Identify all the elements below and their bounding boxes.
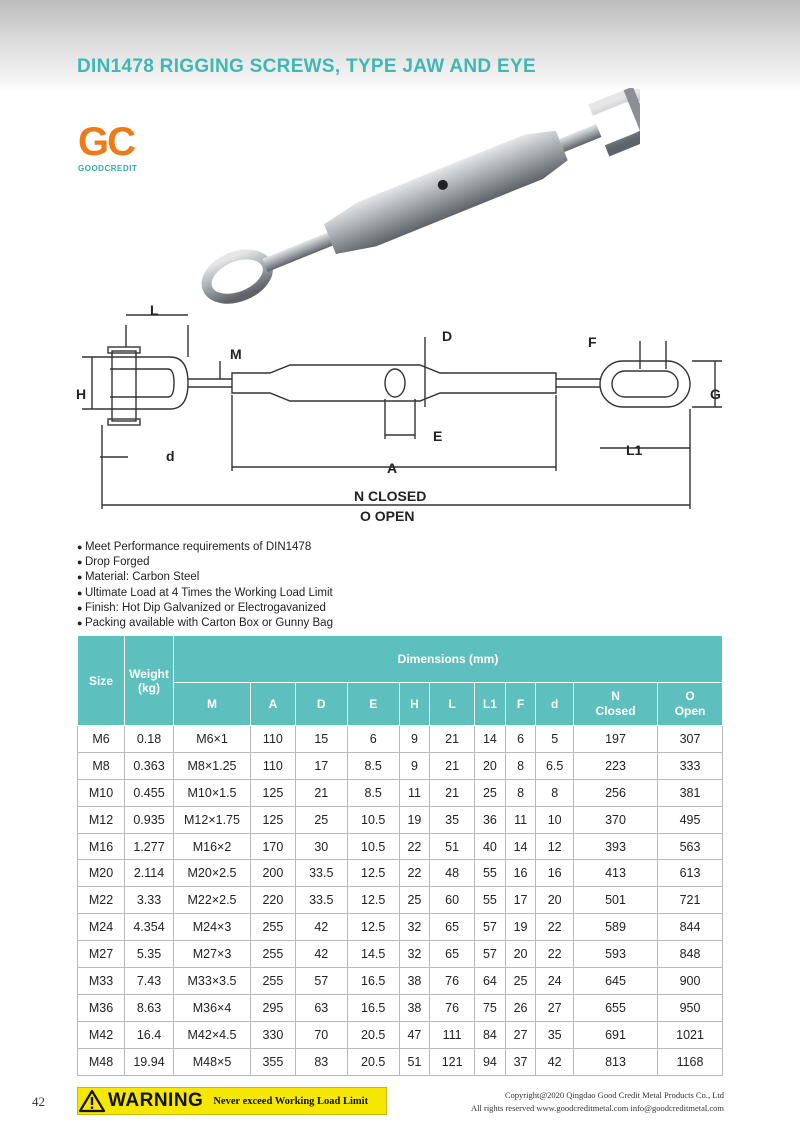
table-cell: 22 — [399, 860, 430, 887]
table-cell: 27 — [536, 994, 574, 1021]
table-cell: 84 — [475, 1021, 506, 1048]
table-cell: 25 — [295, 806, 347, 833]
table-cell: 0.363 — [125, 752, 174, 779]
table-cell: 125 — [251, 806, 296, 833]
table-cell: 19 — [505, 914, 536, 941]
table-cell: 121 — [430, 1048, 475, 1075]
table-cell: 16.4 — [125, 1021, 174, 1048]
table-cell: 17 — [295, 752, 347, 779]
table-cell: 26 — [505, 994, 536, 1021]
table-cell: 370 — [574, 806, 658, 833]
table-cell: 6 — [505, 726, 536, 753]
table-cell: 38 — [399, 994, 430, 1021]
table-cell: M16 — [78, 833, 125, 860]
table-cell: 9 — [399, 752, 430, 779]
table-cell: 12.5 — [347, 914, 399, 941]
feature-item: ● Ultimate Load at 4 Times the Working Load Limit — [77, 586, 333, 601]
table-cell: 55 — [475, 887, 506, 914]
table-cell: 848 — [658, 941, 723, 968]
table-cell: 593 — [574, 941, 658, 968]
header-weight: Weight (kg) — [125, 636, 174, 726]
table-cell: 51 — [430, 833, 475, 860]
label-E: E — [433, 428, 443, 444]
table-cell: 110 — [251, 726, 296, 753]
table-cell: 20 — [536, 887, 574, 914]
table-cell: 8 — [536, 779, 574, 806]
table-cell: M36 — [78, 994, 125, 1021]
table-cell: 14.5 — [347, 941, 399, 968]
table-cell: 16 — [536, 860, 574, 887]
table-cell: 40 — [475, 833, 506, 860]
table-cell: 35 — [430, 806, 475, 833]
table-cell: 4.354 — [125, 914, 174, 941]
table-cell: 14 — [505, 833, 536, 860]
table-cell: 63 — [295, 994, 347, 1021]
table-cell: 57 — [475, 914, 506, 941]
header-h: H — [399, 683, 430, 726]
table-cell: 15 — [295, 726, 347, 753]
header-d: D — [295, 683, 347, 726]
table-cell: 381 — [658, 779, 723, 806]
table-cell: 255 — [251, 968, 296, 995]
table-cell: 22 — [536, 941, 574, 968]
table-cell: 563 — [658, 833, 723, 860]
table-cell: 0.18 — [125, 726, 174, 753]
table-cell: 20.5 — [347, 1021, 399, 1048]
table-cell: 355 — [251, 1048, 296, 1075]
warning-note: Never exceed Working Load Limit — [213, 1095, 369, 1107]
table-cell: M36×4 — [174, 994, 251, 1021]
label-D: D — [442, 328, 453, 344]
table-cell: 65 — [430, 941, 475, 968]
table-cell: 900 — [658, 968, 723, 995]
table-cell: 10.5 — [347, 806, 399, 833]
table-cell: 197 — [574, 726, 658, 753]
label-G: G — [710, 386, 721, 402]
logo-text: GOODCREDIT — [78, 164, 138, 173]
table-cell: M27 — [78, 941, 125, 968]
contact-line: All rights reserved www.goodcreditmetal.com info@goodcreditmetal.com — [471, 1103, 724, 1113]
table-cell: 20 — [505, 941, 536, 968]
table-cell: M6×1 — [174, 726, 251, 753]
table-cell: M24×3 — [174, 914, 251, 941]
table-cell: M33 — [78, 968, 125, 995]
table-row — [78, 806, 723, 833]
page-title: DIN1478 RIGGING SCREWS, TYPE JAW AND EYE — [77, 56, 536, 77]
table-cell: 57 — [295, 968, 347, 995]
table-cell: 12.5 — [347, 860, 399, 887]
table-cell: M27×3 — [174, 941, 251, 968]
table-cell: 17 — [505, 887, 536, 914]
label-A: A — [387, 460, 398, 476]
header-e: E — [347, 683, 399, 726]
label-n-closed: N CLOSED — [354, 488, 427, 504]
table-cell: 20 — [475, 752, 506, 779]
table-cell: 75 — [475, 994, 506, 1021]
table-cell: 11 — [505, 806, 536, 833]
table-cell: 48 — [430, 860, 475, 887]
table-cell: 6 — [347, 726, 399, 753]
table-cell: 57 — [475, 941, 506, 968]
table-cell: 42 — [295, 914, 347, 941]
table-cell: 32 — [399, 914, 430, 941]
table-cell: 16.5 — [347, 968, 399, 995]
table-cell: 125 — [251, 779, 296, 806]
table-cell: 83 — [295, 1048, 347, 1075]
copyright-block — [471, 1089, 724, 1115]
feature-list — [77, 540, 333, 631]
table-cell: M24 — [78, 914, 125, 941]
table-row — [78, 726, 723, 753]
table-cell: 42 — [536, 1048, 574, 1075]
table-cell: 307 — [658, 726, 723, 753]
table-cell: 295 — [251, 994, 296, 1021]
table-cell: 501 — [574, 887, 658, 914]
table-cell: 37 — [505, 1048, 536, 1075]
table-cell: 413 — [574, 860, 658, 887]
table-cell: 200 — [251, 860, 296, 887]
table-cell: 70 — [295, 1021, 347, 1048]
table-cell: 1021 — [658, 1021, 723, 1048]
logo-mark: GC — [78, 120, 134, 164]
table-cell: 51 — [399, 1048, 430, 1075]
table-cell: M42 — [78, 1021, 125, 1048]
table-cell: 16 — [505, 860, 536, 887]
table-row — [78, 1021, 723, 1048]
table-cell: 30 — [295, 833, 347, 860]
table-cell: 35 — [536, 1021, 574, 1048]
table-cell: 256 — [574, 779, 658, 806]
table-cell: 55 — [475, 860, 506, 887]
header-dimensions: Dimensions (mm) — [174, 636, 723, 683]
table-cell: M20 — [78, 860, 125, 887]
table-cell: 22 — [399, 833, 430, 860]
table-cell: 655 — [574, 994, 658, 1021]
table-cell: M12×1.75 — [174, 806, 251, 833]
table-cell: 21 — [430, 779, 475, 806]
label-H: H — [76, 386, 87, 402]
table-cell: 393 — [574, 833, 658, 860]
table-cell: M42×4.5 — [174, 1021, 251, 1048]
table-cell: 0.455 — [125, 779, 174, 806]
table-cell: 42 — [295, 941, 347, 968]
table-cell: 38 — [399, 968, 430, 995]
dimension-diagram — [70, 295, 730, 535]
table-cell: 6.5 — [536, 752, 574, 779]
header-background — [0, 0, 800, 92]
table-cell: 16.5 — [347, 994, 399, 1021]
table-cell: M6 — [78, 726, 125, 753]
table-cell: 589 — [574, 914, 658, 941]
table-cell: 76 — [430, 968, 475, 995]
table-row — [78, 914, 723, 941]
label-d: d — [166, 448, 175, 464]
table-cell: 721 — [658, 887, 723, 914]
table-cell: 613 — [658, 860, 723, 887]
table-cell: 19.94 — [125, 1048, 174, 1075]
header-a: A — [251, 683, 296, 726]
table-cell: 223 — [574, 752, 658, 779]
table-cell: 33.5 — [295, 887, 347, 914]
header-o-open: O Open — [658, 683, 723, 726]
table-body — [78, 726, 723, 1076]
warning-icon — [78, 1088, 106, 1114]
feature-item: ● Meet Performance requirements of DIN1478 — [77, 540, 333, 555]
specification-table — [77, 635, 723, 1076]
table-cell: M22 — [78, 887, 125, 914]
table-cell: 8.63 — [125, 994, 174, 1021]
table-cell: 60 — [430, 887, 475, 914]
table-cell: 5.35 — [125, 941, 174, 968]
table-cell: 3.33 — [125, 887, 174, 914]
table-row — [78, 941, 723, 968]
table-cell: 2.114 — [125, 860, 174, 887]
table-cell: 76 — [430, 994, 475, 1021]
table-cell: M20×2.5 — [174, 860, 251, 887]
table-cell: 255 — [251, 941, 296, 968]
label-M: M — [230, 346, 242, 362]
label-L1: L1 — [626, 442, 643, 458]
copyright-line: Copyright@2020 Qingdao Good Credit Metal Products Co., Ltd — [504, 1090, 724, 1100]
table-cell: 7.43 — [125, 968, 174, 995]
table-cell: 12.5 — [347, 887, 399, 914]
table-cell: 844 — [658, 914, 723, 941]
table-row — [78, 752, 723, 779]
table-cell: 21 — [295, 779, 347, 806]
table-cell: 8.5 — [347, 752, 399, 779]
table-cell: 950 — [658, 994, 723, 1021]
table-cell: 255 — [251, 914, 296, 941]
table-row — [78, 968, 723, 995]
table-cell: 220 — [251, 887, 296, 914]
header-n-closed: N Closed — [574, 683, 658, 726]
table-cell: 1.277 — [125, 833, 174, 860]
table-cell: 813 — [574, 1048, 658, 1075]
table-cell: 47 — [399, 1021, 430, 1048]
table-row — [78, 887, 723, 914]
table-cell: M12 — [78, 806, 125, 833]
table-cell: 10.5 — [347, 833, 399, 860]
table-cell: 5 — [536, 726, 574, 753]
table-cell: 25 — [399, 887, 430, 914]
table-row — [78, 779, 723, 806]
header-f: F — [505, 683, 536, 726]
company-logo — [78, 122, 148, 182]
table-cell: 64 — [475, 968, 506, 995]
table-cell: 1168 — [658, 1048, 723, 1075]
table-cell: M8×1.25 — [174, 752, 251, 779]
header-l1: L1 — [475, 683, 506, 726]
warning-word: WARNING — [108, 1090, 204, 1111]
table-row — [78, 860, 723, 887]
table-cell: 19 — [399, 806, 430, 833]
label-F: F — [588, 334, 597, 350]
table-cell: 14 — [475, 726, 506, 753]
table-cell: 65 — [430, 914, 475, 941]
table-cell: 36 — [475, 806, 506, 833]
table-cell: 330 — [251, 1021, 296, 1048]
table-cell: 9 — [399, 726, 430, 753]
feature-item: ● Drop Forged — [77, 555, 333, 570]
table-cell: 32 — [399, 941, 430, 968]
header-m: M — [174, 683, 251, 726]
table-row — [78, 833, 723, 860]
table-cell: 24 — [536, 968, 574, 995]
table-cell: M22×2.5 — [174, 887, 251, 914]
table-cell: M8 — [78, 752, 125, 779]
table-cell: 691 — [574, 1021, 658, 1048]
table-cell: 22 — [536, 914, 574, 941]
table-cell: 645 — [574, 968, 658, 995]
label-L: L — [150, 302, 159, 318]
table-cell: 8 — [505, 779, 536, 806]
header-l: L — [430, 683, 475, 726]
label-o-open: O OPEN — [360, 508, 415, 524]
table-cell: 10 — [536, 806, 574, 833]
table-cell: M48×5 — [174, 1048, 251, 1075]
table-cell: 111 — [430, 1021, 475, 1048]
feature-item: ● Material: Carbon Steel — [77, 570, 333, 585]
product-photo — [170, 88, 640, 308]
table-cell: 27 — [505, 1021, 536, 1048]
warning-banner — [77, 1087, 387, 1115]
table-cell: 8.5 — [347, 779, 399, 806]
table-row — [78, 994, 723, 1021]
header-size: Size — [78, 636, 125, 726]
table-cell: 12 — [536, 833, 574, 860]
table-row — [78, 1048, 723, 1075]
table-cell: 11 — [399, 779, 430, 806]
table-cell: 170 — [251, 833, 296, 860]
table-cell: 21 — [430, 726, 475, 753]
table-cell: M16×2 — [174, 833, 251, 860]
table-cell: M33×3.5 — [174, 968, 251, 995]
table-cell: 8 — [505, 752, 536, 779]
table-cell: 110 — [251, 752, 296, 779]
table-cell: 333 — [658, 752, 723, 779]
table-cell: 25 — [505, 968, 536, 995]
table-cell: M48 — [78, 1048, 125, 1075]
table-cell: 33.5 — [295, 860, 347, 887]
page-number: 42 — [32, 1094, 45, 1109]
table-cell: 94 — [475, 1048, 506, 1075]
table-cell: 20.5 — [347, 1048, 399, 1075]
feature-item: ● Packing available with Carton Box or Gunny Bag — [77, 616, 333, 631]
table-cell: 0.935 — [125, 806, 174, 833]
header-d-small: d — [536, 683, 574, 726]
table-cell: M10×1.5 — [174, 779, 251, 806]
table-cell: 495 — [658, 806, 723, 833]
table-cell: 25 — [475, 779, 506, 806]
table-cell: M10 — [78, 779, 125, 806]
feature-item: ● Finish: Hot Dip Galvanized or Electrogavanized — [77, 601, 333, 616]
table-cell: 21 — [430, 752, 475, 779]
